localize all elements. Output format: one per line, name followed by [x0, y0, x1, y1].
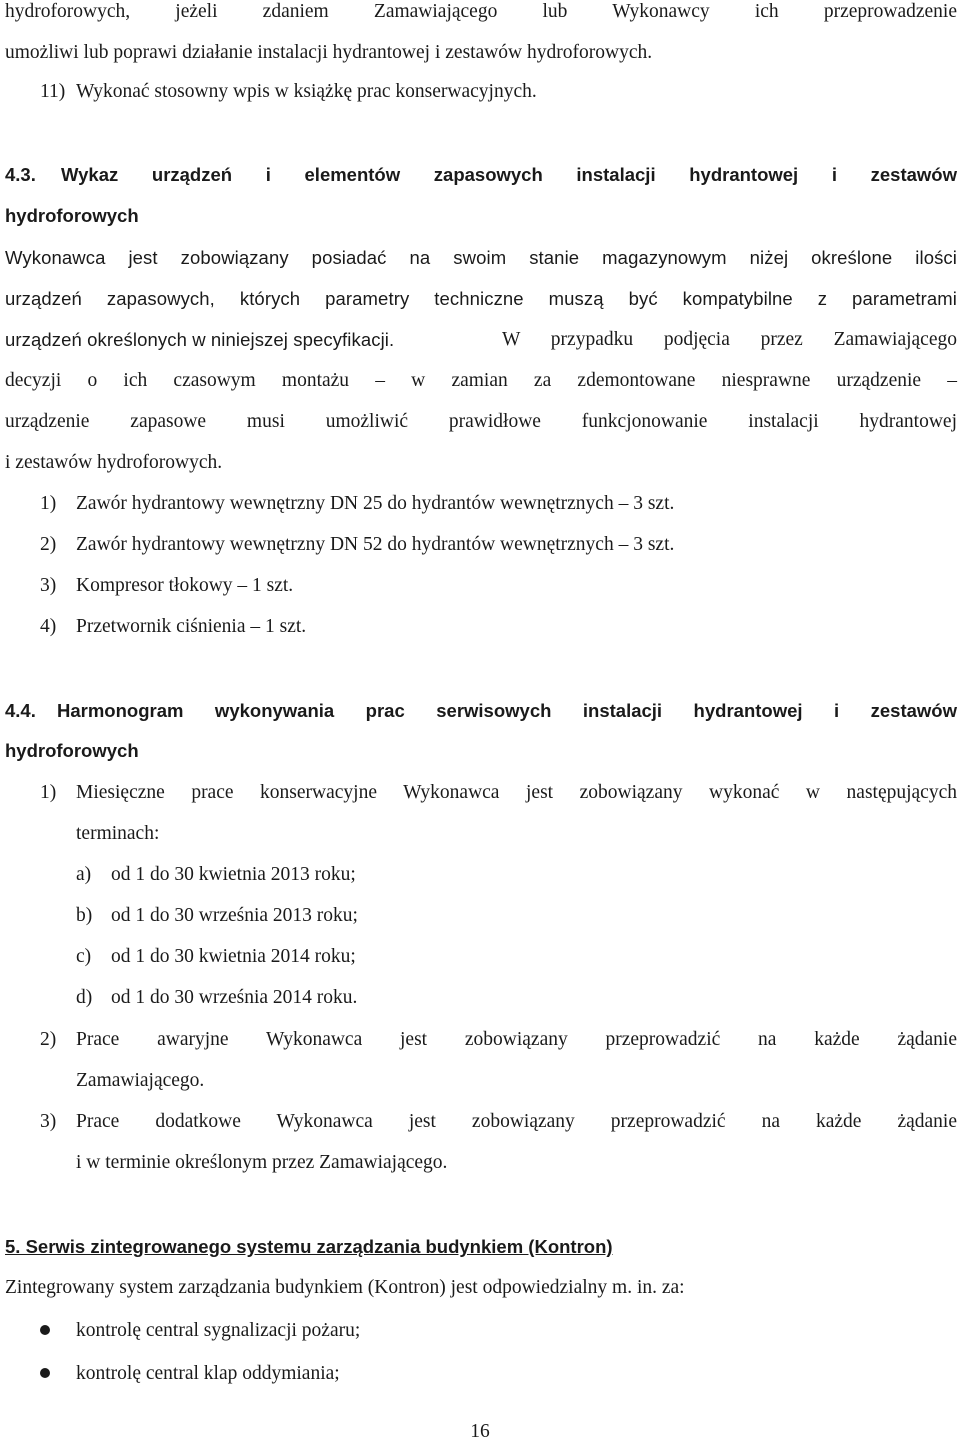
date-letter: d)	[76, 987, 93, 1008]
paragraph-fragment: urządzeń określonych w niniejszej specyfikacji.	[5, 329, 395, 350]
section-5-title: 5. Serwis zintegrowanego systemu zarządzania budynkiem (Kontron)	[5, 1236, 613, 1257]
list-number: 1)	[40, 782, 57, 803]
date-text: od 1 do 30 września 2013 roku;	[111, 905, 358, 926]
section-title-line-2: hydroforowych	[5, 740, 139, 761]
bullet-text: kontrolę central klap oddymiania;	[76, 1363, 340, 1384]
section-number: 4.3.	[5, 164, 36, 185]
list-number: 1)	[40, 493, 57, 514]
list-text: Zawór hydrantowy wewnętrzny DN 52 do hydrantów wewnętrznych – 3 szt.	[76, 534, 675, 555]
paragraph-fragment: W przypadku podjęcia przez Zamawiającego	[502, 329, 957, 350]
continuation-line-2: umożliwi lub poprawi działanie instalacji hydrantowej i zestawów hydroforowych.	[5, 42, 653, 63]
list-text: Przetwornik ciśnienia – 1 szt.	[76, 616, 307, 637]
section-title-line-1: Wykaz urządzeń i elementów zapasowych instalacji hydrantowej i zestawów	[61, 164, 957, 185]
list-text: Miesięczne prace konserwacyjne Wykonawca jest zobowiązany wykonać w następujących	[76, 782, 957, 803]
section-title-line-2: hydroforowych	[5, 205, 139, 226]
list-text: Zamawiającego.	[76, 1070, 205, 1091]
bullet-dot-icon	[40, 1368, 50, 1378]
list-text: Prace awaryjne Wykonawca jest zobowiązany przeprowadzić na każde żądanie	[76, 1029, 957, 1050]
list-number: 3)	[40, 575, 57, 596]
date-letter: b)	[76, 905, 93, 926]
date-text: od 1 do 30 kwietnia 2014 roku;	[111, 946, 356, 967]
date-letter: c)	[76, 946, 92, 967]
bullet-dot-icon	[40, 1325, 50, 1335]
list-number: 4)	[40, 616, 57, 637]
list-number: 11)	[40, 81, 66, 102]
list-number: 2)	[40, 534, 57, 555]
list-text: Zawór hydrantowy wewnętrzny DN 25 do hydrantów wewnętrznych – 3 szt.	[76, 493, 675, 514]
bullet-text: kontrolę central sygnalizacji pożaru;	[76, 1320, 361, 1341]
page-number: 16	[470, 1421, 490, 1442]
list-text: Prace dodatkowe Wykonawca jest zobowiązany przeprowadzić na każde żądanie	[76, 1111, 957, 1132]
section-title-line-1: Harmonogram wykonywania prac serwisowych instalacji hydrantowej i zestawów	[57, 700, 957, 721]
list-text: Wykonać stosowny wpis w książkę prac konserwacyjnych.	[76, 81, 537, 102]
date-text: od 1 do 30 września 2014 roku.	[111, 987, 358, 1008]
paragraph-line: decyzji o ich czasowym montażu – w zamian za zdemontowane niesprawne urządzenie –	[5, 370, 957, 391]
list-text: Kompresor tłokowy – 1 szt.	[76, 575, 294, 596]
paragraph-line: Wykonawca jest zobowiązany posiadać na swoim stanie magazynowym niżej określone ilości	[5, 247, 957, 268]
paragraph-line: i zestawów hydroforowych.	[5, 452, 223, 473]
date-text: od 1 do 30 kwietnia 2013 roku;	[111, 864, 356, 885]
list-number: 2)	[40, 1029, 57, 1050]
paragraph-line: urządzenie zapasowe musi umożliwić prawidłowe funkcjonowanie instalacji hydrantowej	[5, 411, 957, 432]
date-letter: a)	[76, 864, 92, 885]
paragraph-line: urządzeń zapasowych, których parametry techniczne muszą być kompatybilne z parametrami	[5, 288, 957, 309]
section-number: 4.4.	[5, 700, 36, 721]
list-number: 3)	[40, 1111, 57, 1132]
list-text: i w terminie określonym przez Zamawiającego.	[76, 1152, 448, 1173]
list-text: terminach:	[76, 823, 160, 844]
continuation-line-1: hydroforowych, jeżeli zdaniem Zamawiającego lub Wykonawcy ich przeprowadzenie	[5, 1, 957, 22]
section-5-intro: Zintegrowany system zarządzania budynkiem (Kontron) jest odpowiedzialny m. in. za:	[5, 1277, 685, 1298]
